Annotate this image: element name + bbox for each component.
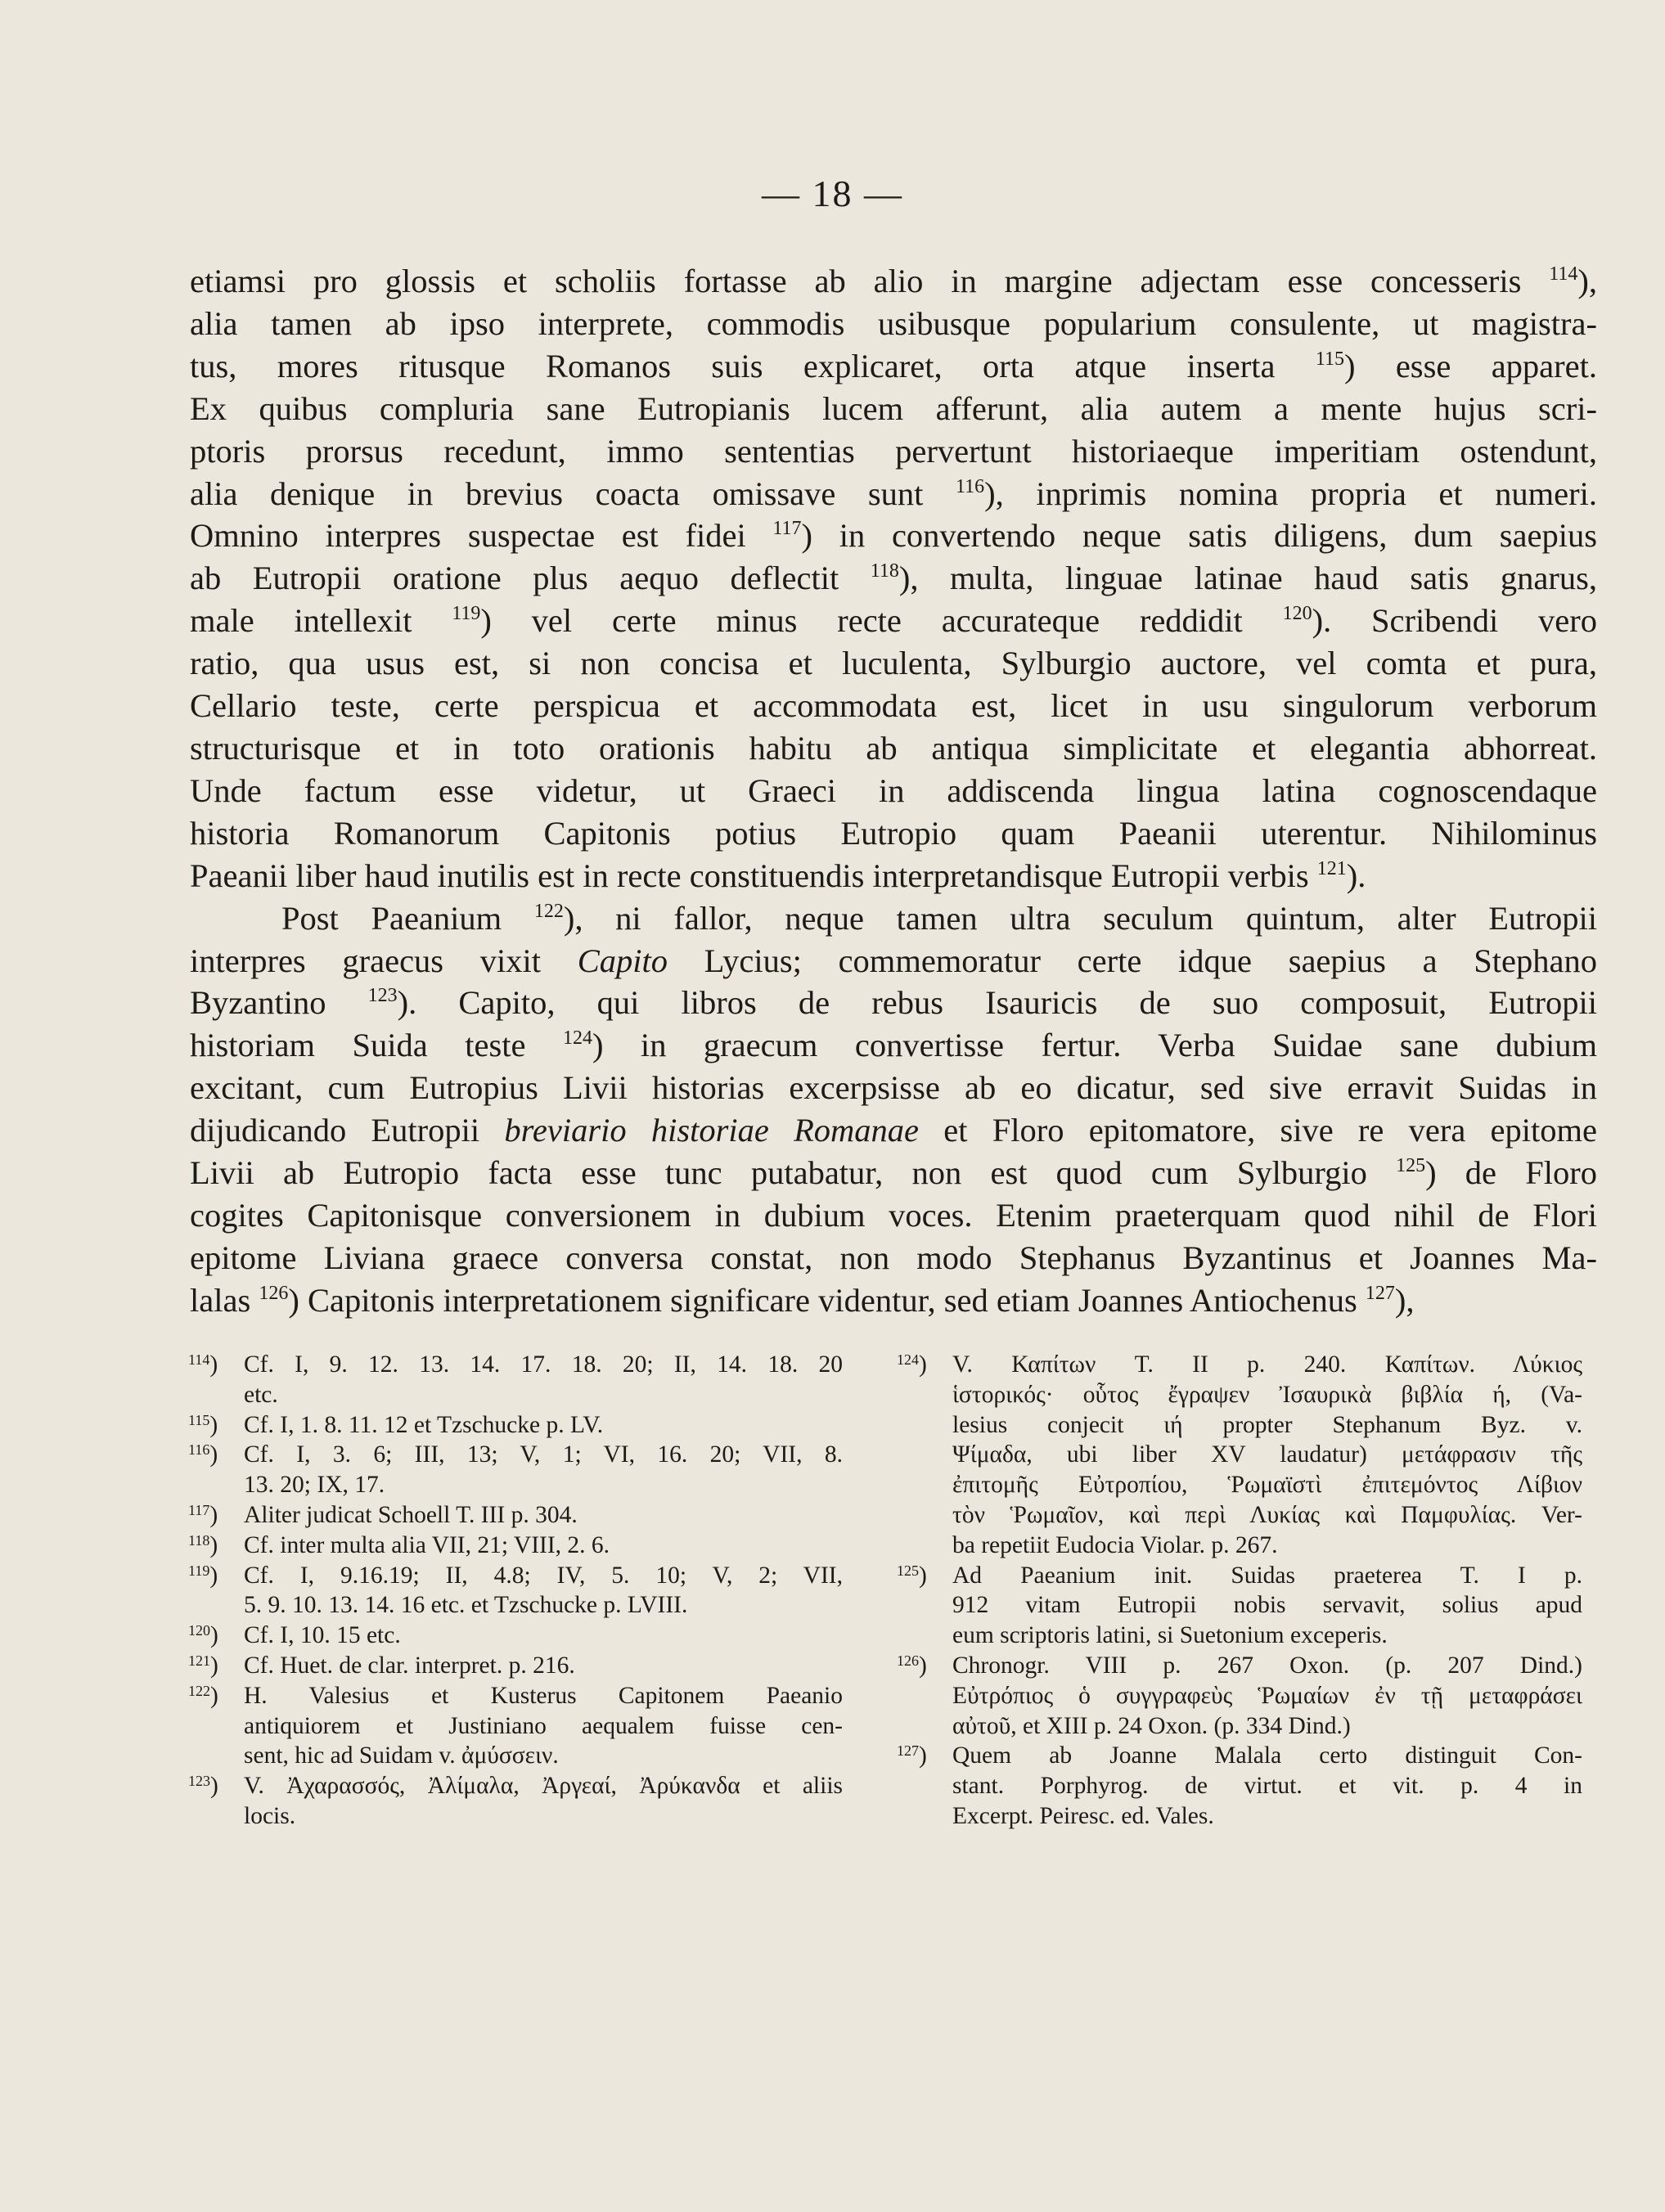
footnote [897, 1561, 1582, 1651]
footnote-line: Cf. Huet. de clar. interpret. p. 216. [244, 1652, 575, 1679]
footnote-marker: $^{117}$) [188, 1501, 218, 1528]
footnote-line: ἱστορικός· οὗτος ἔγραψεν Ἰσαυρικὰ βιβλία ή, (Va- [952, 1381, 1582, 1408]
footnote-line: 5. 9. 10. 13. 14. 16 etc. et Tzschucke p. LVIII. [244, 1592, 688, 1619]
footnote-marker: $^{118}$) [188, 1531, 218, 1558]
text-run: etiamsi pro glossis et scholiis fortasse ab alio in margine adjectam esse concesseris [190, 263, 1550, 299]
footnote [188, 1500, 843, 1531]
footnote-marker: $^{115}$) [188, 1411, 218, 1438]
text-line [190, 1194, 1597, 1237]
footnote-line: etc. [244, 1381, 278, 1408]
text-run: cogites Capitonisque conversionem in dubium voces. Etenim praeterquam quod nihil de Flori [190, 1196, 1597, 1234]
footnote-line: 13. 20; IX, 17. [244, 1472, 385, 1499]
footnote [897, 1651, 1582, 1741]
text-line [190, 812, 1597, 855]
text-run: male intellexit [190, 602, 452, 640]
text-run: ) esse apparet. [1343, 347, 1597, 384]
text-line [190, 1024, 1597, 1067]
footnote-marker: $^{119}$) [188, 1562, 218, 1589]
footnote-line: τὸν Ῥωμαῖον, καὶ περὶ Λυκίας καὶ Παμφυλίας. Ver- [952, 1501, 1582, 1528]
footnote-reference: 120 [1282, 603, 1312, 625]
footnote-reference: 115 [188, 1411, 210, 1428]
footnote-line: Cf. I, 9.16.19; II, 4.8; IV, 5. 10; V, 2; VII, [244, 1562, 843, 1589]
text-run: ratio, qua usus est, si non concisa et luculenta, Sylburgio auctore, vel comta et pura, [190, 645, 1597, 682]
text-run: ), inprimis nomina propria et numeri. [984, 474, 1597, 512]
footnote-line: Cf. I, 1. 8. 11. 12 et Tzschucke p. LV. [244, 1411, 604, 1438]
text-line [190, 388, 1597, 430]
footnote [188, 1771, 843, 1832]
footnote-reference: 116 [188, 1441, 210, 1459]
footnote-marker: $^{120}$) [188, 1622, 218, 1649]
text-run: ) in graecum convertisse fertur. Verba Suidae sane dubium [592, 1027, 1598, 1064]
text-run: Paeanii liber haud inutilis est in recte constituendis interpretandisque Eutropii verbis [190, 856, 1317, 894]
footnote-line: stant. Porphyrog. de virtut. et vit. p. 4 in [952, 1773, 1582, 1800]
text-line [190, 1152, 1597, 1194]
text-line [190, 1279, 1597, 1322]
footnote-reference: 126 [259, 1282, 289, 1304]
footnote-reference: 118 [188, 1531, 210, 1549]
footnote-reference: 123 [188, 1773, 210, 1790]
footnote-reference: 119 [188, 1562, 210, 1579]
footnote-reference: 122 [188, 1682, 210, 1699]
footnote-reference: 120 [188, 1622, 210, 1639]
page-number: — 18 — [762, 173, 903, 214]
text-run: interpres graecus vixit Capito Lycius; commemoratur certe idque saepius a Stephano [190, 942, 1598, 979]
footnote [188, 1350, 843, 1410]
footnote-line: ἐπιτομῆς Εὐτροπίου, Ῥωμαϊστὶ ἐπιτεμόντος Λίβιον [952, 1472, 1582, 1499]
footnote-line: Cf. I, 9. 12. 13. 14. 17. 18. 20; II, 14. 18. 20 [244, 1351, 843, 1378]
text-run: ) in convertendo neque satis diligens, dum saepius [801, 517, 1598, 555]
footnote-marker: $^{121}$) [188, 1652, 218, 1679]
footnote-reference: 121 [188, 1652, 210, 1669]
text-line [190, 1237, 1597, 1279]
text-line [190, 557, 1597, 600]
footnote-line: Cf. I, 10. 15 etc. [244, 1622, 401, 1649]
footnote-reference: 119 [452, 603, 481, 625]
text-run: ptoris prorsus recedunt, immo sententias pervertunt historiaeque imperitiam ostendunt, [190, 432, 1597, 470]
footnote-line: sent, hic ad Suidam v. ἀμύσσειν. [244, 1742, 559, 1769]
footnote-reference: 117 [772, 518, 802, 540]
text-run: excitant, cum Eutropius Livii historias excerpsisse ab eo dicatur, sed sive erravit Suidas in [190, 1069, 1597, 1107]
footnote [188, 1440, 843, 1500]
text-line [190, 685, 1597, 727]
text-run: ), multa, linguae latinae haud satis gnarus, [898, 560, 1597, 597]
footnote-marker: $^{116}$) [188, 1441, 218, 1468]
text-run: ) vel certe minus recte accurateque reddidit [480, 602, 1283, 640]
footnote-line: Εὐτρόπιος ὁ συγγραφεὺς Ῥωμαίων ἐν τῇ μεταφράσει [952, 1682, 1582, 1709]
footnote-reference: 116 [955, 475, 985, 497]
footnote-line: lesius conjecit ιή propter Stephanum Byz. v. [952, 1411, 1582, 1438]
footnote-line: 912 vitam Eutropii nobis servavit, solius apud [952, 1592, 1582, 1619]
footnote-line: Cf. I, 3. 6; III, 13; V, 1; VI, 16. 20; VII, 8. [244, 1441, 843, 1468]
text-run: Livii ab Eutropio facta esse tunc putabatur, non est quod cum Sylburgio [190, 1154, 1397, 1192]
text-run: ). Scribendi vero [1312, 602, 1597, 640]
text-line [190, 940, 1597, 982]
footnote [188, 1410, 843, 1441]
text-run: Byzantino [190, 984, 368, 1022]
text-line [190, 600, 1597, 642]
footnote-reference: 121 [1316, 857, 1347, 879]
text-run: ), [1577, 263, 1597, 299]
text-run: dijudicando Eutropii breviario historiae Romanae et Floro epitomatore, sive re vera epitome [190, 1112, 1597, 1149]
text-line [190, 727, 1597, 770]
text-line [190, 642, 1597, 685]
footnote-reference: 124 [897, 1351, 919, 1368]
text-line [190, 515, 1597, 557]
text-run: ). [1346, 856, 1366, 894]
footnote-line: Quem ab Joanne Malala certo distinguit Con- [952, 1742, 1582, 1769]
footnote [188, 1681, 843, 1771]
footnote-reference: 127 [897, 1742, 919, 1760]
main-text [190, 260, 1597, 1322]
text-run: alia tamen ab ipso interprete, commodis usibusque popularium consulente, ut magistra- [190, 304, 1597, 342]
text-run: ). Capito, qui libros de rebus Isauricis de suo composuit, Eutropii [397, 984, 1597, 1022]
footnote [897, 1350, 1582, 1561]
text-run: ) Capitonis interpretationem significare videntur, sed etiam Joannes Antiochenus [288, 1281, 1366, 1319]
text-run: tus, mores ritusque Romanos suis explicaret, orta atque inserta [190, 347, 1316, 384]
text-line [190, 260, 1597, 303]
text-run: Omnino interpres suspectae est fidei [190, 517, 773, 555]
text-line [190, 897, 1597, 940]
footnote-line: Cf. inter multa alia VII, 21; VIII, 2. 6. [244, 1531, 610, 1558]
text-run: alia denique in brevius coacta omissave sunt [190, 474, 956, 512]
text-run: ) de Floro [1425, 1154, 1597, 1192]
footnote-reference: 117 [188, 1501, 210, 1518]
footnote-reference: 127 [1365, 1282, 1395, 1304]
footnote-reference: 125 [897, 1562, 919, 1579]
footnote-reference: 123 [367, 985, 398, 1007]
text-line [190, 855, 1597, 897]
footnote-marker: $^{114}$) [188, 1351, 218, 1378]
footnote-reference: 124 [562, 1027, 592, 1050]
text-run: ab Eutropii oratione plus aequo deflectit [190, 560, 871, 597]
footnote-reference: 114 [1549, 263, 1578, 285]
footnote-line: V. Καπίτων T. II p. 240. Καπίτων. Λύκιος [952, 1351, 1582, 1378]
text-run: ), [1394, 1281, 1415, 1319]
footnote-marker: $^{122}$) [188, 1682, 218, 1709]
footnote-marker: $^{123}$) [188, 1773, 218, 1800]
text-run: Cellario teste, certe perspicua et accommodata est, licet in usu singulorum verborum [190, 687, 1597, 725]
footnote-line: V. Ἀχαρασσός, Ἀλίμαλα, Ἀργεαί, Ἀρύκανδα et aliis [244, 1773, 843, 1800]
footnote [188, 1561, 843, 1621]
footnote [188, 1651, 843, 1681]
footnote-line: Chronogr. VIII p. 267 Oxon. (p. 207 Dind.) [952, 1652, 1582, 1679]
footnote [897, 1741, 1582, 1831]
text-line [190, 770, 1597, 812]
text-line [190, 473, 1597, 515]
footnote-marker: $^{125}$) [897, 1562, 927, 1589]
footnote-marker: $^{126}$) [897, 1652, 927, 1679]
footnote-line: H. Valesius et Kusterus Capitonem Paeanio [244, 1682, 843, 1709]
footnote-reference: 126 [897, 1652, 919, 1669]
text-run: ), ni fallor, neque tamen ultra seculum quintum, alter Eutropii [563, 899, 1597, 937]
text-run: historia Romanorum Capitonis potius Eutropio quam Paeanii uterentur. Nihilominus [190, 814, 1597, 852]
footnote-line: Excerpt. Peiresc. ed. Vales. [952, 1802, 1214, 1829]
text-line [190, 303, 1597, 345]
footnote-reference: 122 [533, 900, 564, 922]
text-run: Ex quibus compluria sane Eutropianis lucem afferunt, alia autem a mente hujus scri- [190, 389, 1597, 427]
footnote-line: Ψίμαδα, ubi liber XV laudatur) μετάφρασιν τῆς [952, 1441, 1582, 1468]
text-line [190, 345, 1597, 388]
footnote [188, 1621, 843, 1651]
footnote-line: locis. [244, 1802, 296, 1829]
footnote-reference: 114 [188, 1351, 210, 1368]
text-run: structurisque et in toto orationis habitu ab antiqua simplicitate et elegantia abhorreat. [190, 729, 1597, 767]
text-run: Unde factum esse videtur, ut Graeci in addiscenda lingua latina cognoscendaque [190, 771, 1597, 809]
footnote-reference: 118 [870, 560, 899, 582]
footnote-reference: 115 [1315, 348, 1344, 370]
footnote-line: αὐτοῦ, et XIII p. 24 Oxon. (p. 334 Dind.) [952, 1712, 1351, 1739]
text-run: Post Paeanium [281, 899, 534, 937]
footnote-line: eum scriptoris latini, si Suetonium exceperis. [952, 1622, 1388, 1649]
footnote-line: antiquiorem et Justiniano aequalem fuisse cen- [244, 1712, 843, 1739]
text-line [190, 430, 1597, 473]
footnote-marker: $^{127}$) [897, 1742, 927, 1769]
text-run: epitome Liviana graece conversa constat, non modo Stephanus Byzantinus et Joannes Ma- [190, 1239, 1597, 1276]
footnotes-right-column [897, 1350, 1582, 1832]
text-line [190, 1109, 1597, 1152]
text-run: historiam Suida teste [190, 1027, 563, 1064]
footnote-line: Ad Paeanium init. Suidas praeterea T. I p. [952, 1562, 1582, 1589]
text-line [190, 1067, 1597, 1109]
footnotes-left-column [188, 1350, 843, 1832]
footnote-line: ba repetiit Eudocia Violar. p. 267. [952, 1531, 1278, 1558]
text-run: lalas [190, 1281, 259, 1319]
footnote-line: Aliter judicat Schoell T. III p. 304. [244, 1501, 578, 1528]
footnote-marker: $^{124}$) [897, 1351, 927, 1378]
footnote-reference: 125 [1396, 1155, 1426, 1177]
text-line [190, 982, 1597, 1024]
footnote [188, 1531, 843, 1561]
